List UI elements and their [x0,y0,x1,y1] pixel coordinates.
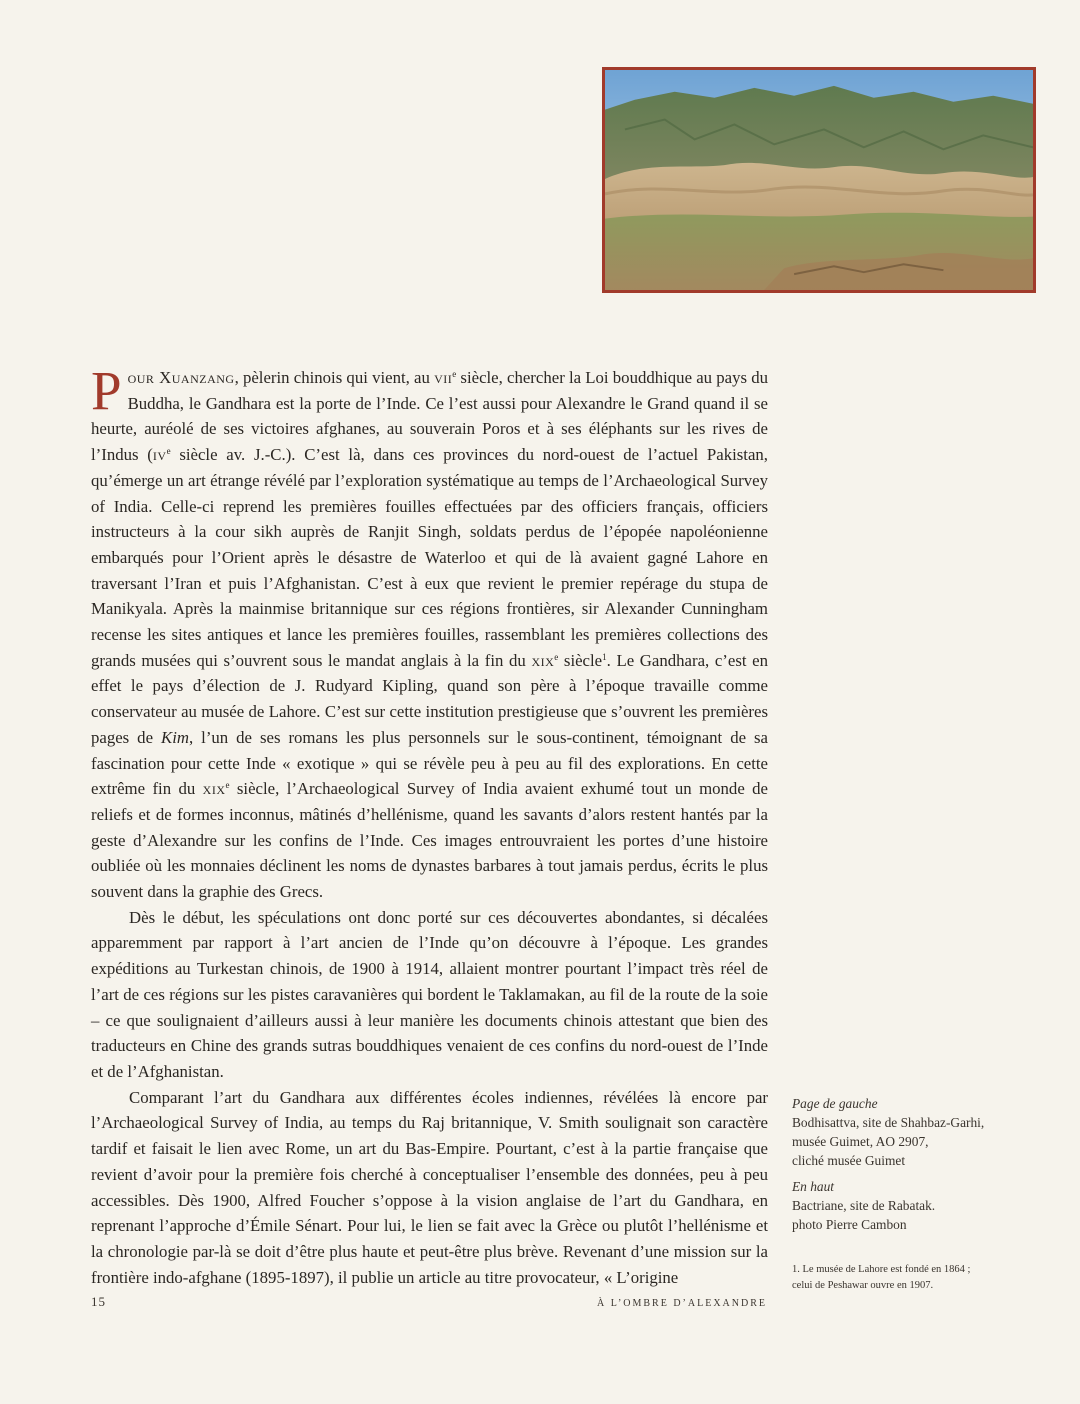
caption-top-line-1: Bactriane, site de Rabatak. [792,1198,936,1213]
image-captions [792,1094,1032,1234]
century-numeral: xix [531,650,555,670]
paragraph-text: , pèlerin chinois qui vient, au [234,368,435,387]
caption-left-line-2: musée Guimet, AO 2907, [792,1134,929,1149]
landscape-illustration [605,70,1033,290]
caption-top-title: En haut [792,1179,835,1194]
main-article-text [91,360,768,1290]
footnote [792,1262,1032,1294]
superscript: e [554,651,559,662]
running-head: À L’OMBRE D’ALEXANDRE [597,1298,767,1309]
superscript: e [452,369,457,379]
paragraph-text: siècle, chercher la Loi bouddhique au pays du Buddha, le Gandhara est la porte de l’Inde. Ce l’est aussi pour Alexandre le Grand quand il se heurte, auréolé de ses victoires afghanes, au souverain Poros et à ses éléphants sur les rives de l’Indus ( [91,368,768,465]
caption-left-page-title: Page de gauche [792,1096,878,1111]
paragraph-2: Dès le début, les spéculations ont donc porté sur ces découvertes abondantes, si décalées apparemment par rapport à l’art ancien de l’Inde qu’on découvre à l’époque. Les grandes expéditions au Turkestan chinois, de 1900 à 1914, allaient montrer pourtant l’impact très réel de l’art de ces régions sur les pistes caravanières qui bordent le Taklamakan, au fil de la route de la soie – ce que soulignaient d’ailleurs aussi à leur manière les documents chinois attestant que bien des traducteurs en Chine des grands sutras bouddhiques venaient de ces confins du nord-ouest de l’Inde et de l’Afghanistan. [91,907,768,1081]
book-title: Kim [161,727,189,747]
landscape-photo [602,67,1036,293]
lead-smallcaps: our Xuanzang [127,368,235,387]
paragraph-text: siècle, l’Archaeological Survey of India avaient exhumé tout un monde de reliefs et de formes inconnus, mâtinés d’hellénisme, quand les savants d’alors restent hantés par la geste d’Alexandre sur les confins de l’Inde. Ces images entrouvraient les portes d’une histoire oubliée où les monnaies déclinent les noms de dynastes barbares à tout jamais perdus, écrits le plus souvent dans la graphie des Grecs. [91,779,768,902]
paragraph-text: siècle [558,650,603,670]
caption-left-line-1: Bodhisattva, site de Shahbaz-Garhi, [792,1115,985,1130]
page-number: 15 [91,1294,106,1309]
drop-cap: P [91,360,122,421]
paragraph-text: siècle av. J.-C.). C’est là, dans ces provinces du nord-ouest de l’actuel Pakistan, qu’émerge un art étrange révélé par l’exploration systématique au temps de l’Archaeological Survey of India. Celle-ci reprend les premières fouilles effectuées par des officiers français, officiers instructeurs à la cour sikh auprès de Ranjit Singh, soldats perdus de l’épopée napoléonienne embarqués pour l’Orient après le désastre de Waterloo et qui de là avaient gagné Lahore en traversant l’Iran et puis l’Afghanistan. C’est à eux que revient le premier repérage du stupa de Manikyala. Après la mainmise britannique sur ces régions frontières, sir Alexander Cunningham recense les sites antiques et lance les premières fouilles, rassemblant les premières collections des grands musées qui s’ouvrent sous le mandat anglais à la fin du [91,445,768,670]
caption-left-line-3: cliché musée Guimet [792,1153,906,1168]
footnote-ref: 1 [602,651,607,662]
superscript: e [166,446,171,457]
century-numeral: vii [434,368,453,387]
paragraph-text: , l’un de ses romans les plus personnels sur le sous-continent, témoignant de sa fascination pour cette Inde « exotique » qui se révèle peu à peu au fil des explorations. En cette extrême fin du [91,727,768,799]
paragraph-1 [91,360,768,905]
caption-top-line-2: photo Pierre Cambon [792,1217,907,1232]
paragraph-3: Comparant l’art du Gandhara aux différentes écoles indiennes, révélées là encore par l’Archaeological Survey of India, au temps du Raj britannique, V. Smith soulignait son caractère tardif et faisait le lien avec Rome, un art du Bas-Empire. Pourtant, c’est à la partie française que revient d’avoir pour la première fois cherché à conceptualiser l’ensemble des données, peu à peu accessibles. Dès 1900, Alfred Foucher s’oppose à la vision anglaise de l’art du Gandhara, en reprenant l’approche d’Émile Sénart. Pour lui, le lien se fait avec la Grèce ou plutôt l’hellénisme et la chronologie par-là se doit d’être plus haute et peut-être plus brève. Revenant d’une mission sur la frontière indo-afghane (1895-1897), il publie un article au titre provocateur, « L’origine [91,1087,768,1287]
century-numeral: xix [202,779,226,799]
paragraph-text: . Le Gandhara, c’est en effet le pays d’élection de J. Rudyard Kipling, quand son père à l’époque travaille comme conservateur au musée de Lahore. C’est sur cette institution prestigieuse que s’ouvrent les premières pages de [91,650,768,747]
footnote-line-2: celui de Peshawar ouvre en 1907. [792,1280,934,1291]
footnote-line-1: 1. Le musée de Lahore est fondé en 1864 ; [792,1264,971,1275]
century-numeral: iv [152,445,167,465]
superscript: e [225,780,230,791]
